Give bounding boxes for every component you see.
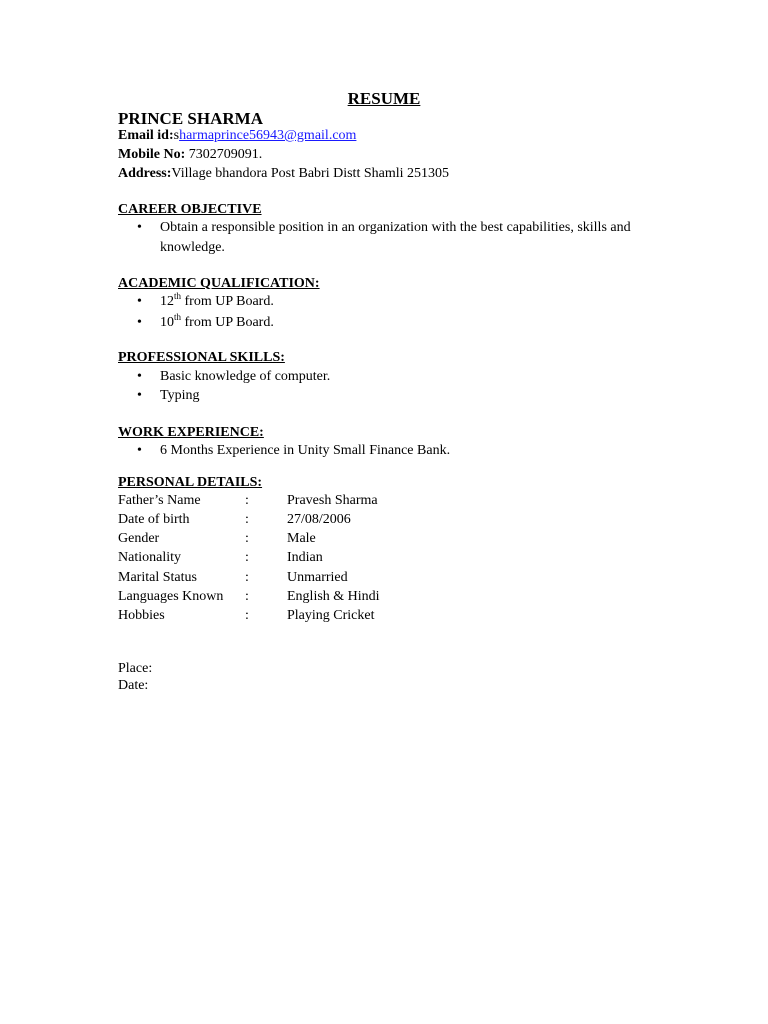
email-line [118,129,356,143]
academic-item-2-num: 10 [160,315,174,330]
personal-colon: : [245,570,249,585]
personal-label-hobbies: Hobbies [118,608,165,623]
address-line [118,167,449,181]
bullet-icon: • [137,388,142,403]
career-objective-text: Obtain a responsible position in an organization with the best capabilities, skills and knowledge. [160,220,631,255]
bullet-icon: • [137,220,142,235]
skills-heading: PROFESSIONAL SKILLS: [118,350,285,365]
personal-value-marital-status: Unmarried [287,570,348,585]
email-prefix: s [173,128,180,143]
skill-item-1: Basic knowledge of computer. [160,369,331,384]
personal-value-hobbies: Playing Cricket [287,608,375,623]
mobile-value: 7302709091. [188,147,263,162]
academic-item-1 [160,291,274,309]
experience-item-1: 6 Months Experience in Unity Small Finance Bank. [160,443,451,458]
candidate-name: PRINCE SHARMA [118,109,263,128]
experience-heading: WORK EXPERIENCE: [118,425,264,440]
bullet-icon: • [137,315,142,330]
skill-item-2: Typing [160,388,200,403]
personal-label-marital-status: Marital Status [118,570,197,585]
bullet-icon: • [137,294,142,309]
personal-value-dob: 27/08/2006 [287,512,351,527]
career-objective-heading: CAREER OBJECTIVE [118,202,262,217]
personal-colon: : [245,550,249,565]
bullet-icon: • [137,369,142,384]
academic-heading: ACADEMIC QUALIFICATION: [118,276,320,291]
academic-item-2-text: from UP Board. [181,315,274,330]
personal-colon: : [245,589,249,604]
personal-colon: : [245,512,249,527]
personal-label-dob: Date of birth [118,512,190,527]
academic-item-1-sup: th [174,291,182,301]
email-link[interactable]: harmaprince56943@gmail.com [179,128,357,143]
mobile-line [118,148,262,162]
academic-item-2-sup: th [174,312,182,322]
date-label: Date: [118,678,149,693]
address-label: Address: [118,166,172,181]
email-label: Email id: [118,128,174,143]
resume-title: RESUME [347,89,421,108]
academic-item-2 [160,312,274,330]
address-value: Village bhandora Post Babri Distt Shamli 251305 [171,166,450,181]
personal-label-nationality: Nationality [118,550,181,565]
place-label: Place: [118,661,153,676]
personal-label-gender: Gender [118,531,160,546]
personal-value-languages: English & Hindi [287,589,380,604]
bullet-icon: • [137,443,142,458]
personal-colon: : [245,531,249,546]
personal-label-fathers-name: Father’s Name [118,493,201,508]
personal-colon: : [245,493,249,508]
personal-value-nationality: Indian [287,550,323,565]
personal-value-fathers-name: Pravesh Sharma [287,493,378,508]
academic-item-1-text: from UP Board. [181,294,274,309]
academic-item-1-num: 12 [160,294,174,309]
mobile-label: Mobile No: [118,147,186,162]
personal-label-languages: Languages Known [118,589,224,604]
personal-value-gender: Male [287,531,316,546]
personal-colon: : [245,608,249,623]
personal-details-heading: PERSONAL DETAILS: [118,475,263,490]
